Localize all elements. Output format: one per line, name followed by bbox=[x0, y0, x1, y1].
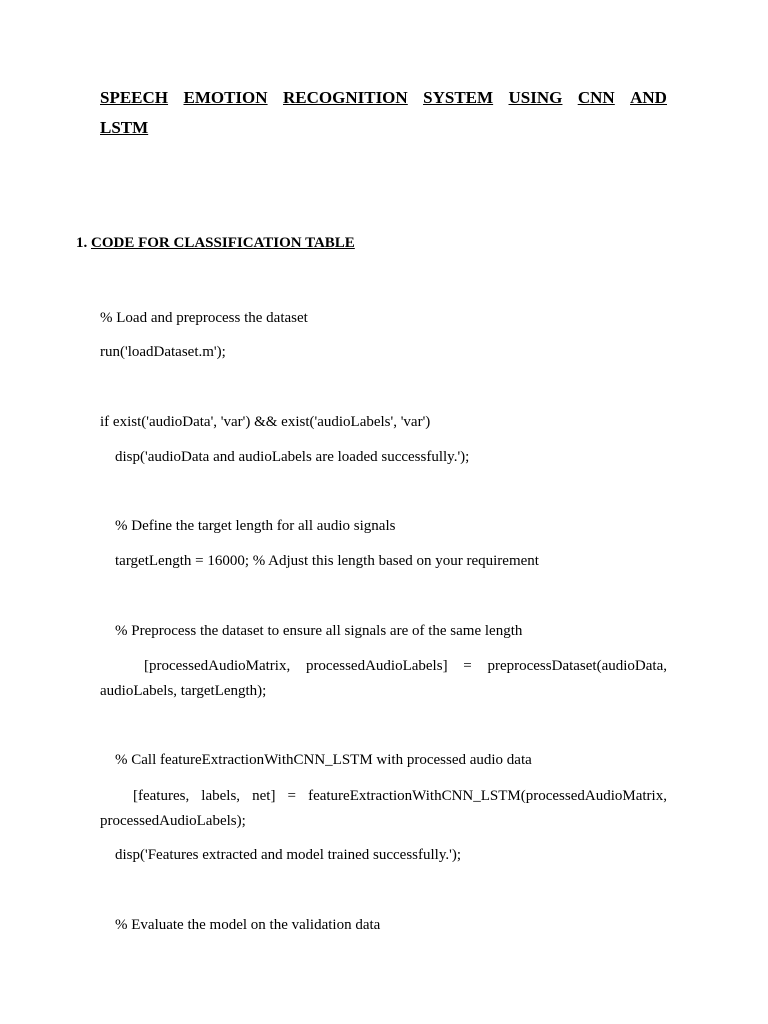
code-line-comment: % Call featureExtractionWithCNN_LSTM with processed audio data bbox=[115, 752, 532, 768]
code-line-comment: % Load and preprocess the dataset bbox=[100, 310, 308, 326]
title-word: SPEECH bbox=[100, 88, 169, 107]
code-token: processedAudioLabels] bbox=[305, 658, 448, 674]
code-token: [features, bbox=[133, 788, 190, 804]
section-number: 1. bbox=[76, 235, 88, 251]
code-line: processedAudioLabels); bbox=[100, 813, 246, 829]
section-heading bbox=[76, 234, 355, 252]
document-title-line-2: LSTM bbox=[100, 118, 149, 137]
code-token: [processedAudioMatrix, bbox=[144, 658, 291, 674]
code-line-comment: % Preprocess the dataset to ensure all signals are of the same length bbox=[115, 623, 523, 639]
code-line: disp('audioData and audioLabels are loaded successfully.'); bbox=[115, 449, 470, 465]
code-line: targetLength = 16000; % Adjust this length based on your requirement bbox=[115, 553, 539, 569]
code-line-justified bbox=[133, 787, 667, 805]
code-line: run('loadDataset.m'); bbox=[100, 344, 226, 360]
code-token: = bbox=[287, 788, 296, 804]
code-token: = bbox=[463, 658, 472, 674]
code-line-comment: % Define the target length for all audio signals bbox=[115, 518, 396, 534]
title-word: AND bbox=[630, 88, 667, 107]
code-line: if exist('audioData', 'var') && exist('audioLabels', 'var') bbox=[100, 414, 431, 430]
title-word: EMOTION bbox=[183, 88, 268, 107]
code-token: preprocessDataset(audioData, bbox=[487, 658, 667, 674]
code-line-justified bbox=[144, 657, 667, 675]
title-word: SYSTEM bbox=[423, 88, 494, 107]
code-token: featureExtractionWithCNN_LSTM(processedAudioMatrix, bbox=[308, 788, 667, 804]
code-token: net] bbox=[252, 788, 276, 804]
code-line-comment: % Evaluate the model on the validation data bbox=[115, 917, 381, 933]
code-token: labels, bbox=[201, 788, 241, 804]
document-title-line-1 bbox=[100, 88, 667, 108]
code-line: audioLabels, targetLength); bbox=[100, 683, 267, 699]
title-word: CNN bbox=[577, 88, 615, 107]
title-word: RECOGNITION bbox=[283, 88, 408, 107]
code-line: disp('Features extracted and model trained successfully.'); bbox=[115, 847, 461, 863]
title-word: USING bbox=[508, 88, 563, 107]
section-title: CODE FOR CLASSIFICATION TABLE bbox=[91, 235, 355, 251]
